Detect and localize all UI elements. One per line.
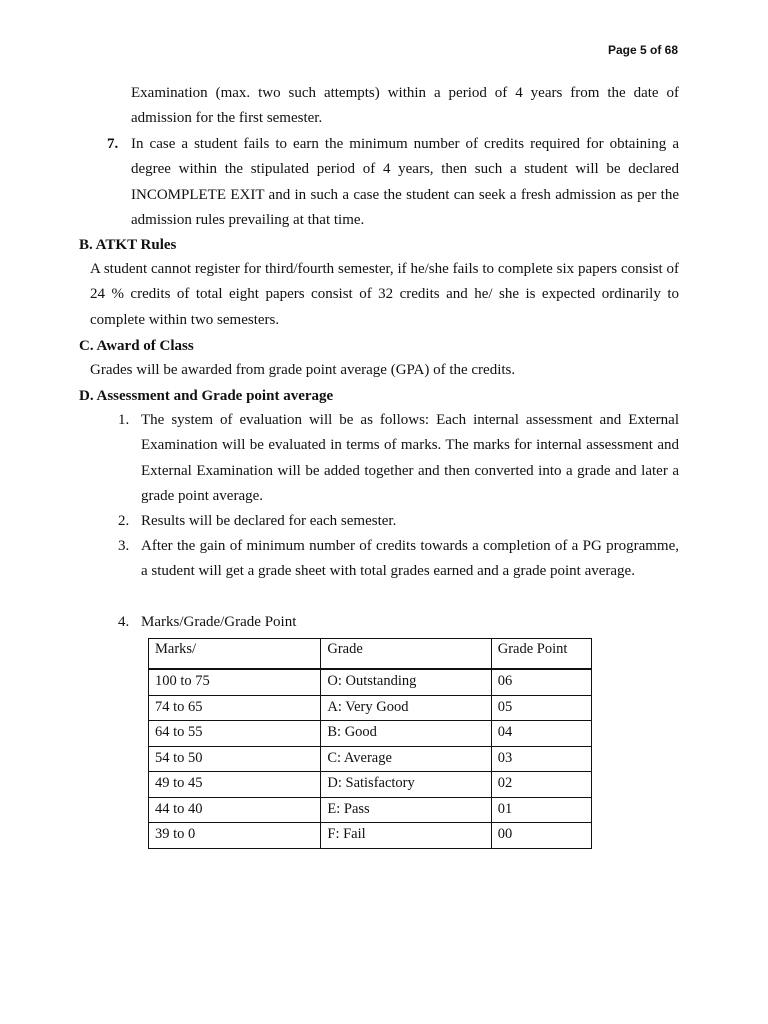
marks-cell: 100 to 75 <box>149 669 321 695</box>
marks-cell: 64 to 55 <box>149 721 321 747</box>
grade-point-cell: 01 <box>491 797 591 823</box>
grade-cell: A: Very Good <box>321 695 491 721</box>
table-row <box>149 669 592 695</box>
grade-table <box>148 638 592 849</box>
section-b-title: B. ATKT Rules <box>79 237 177 253</box>
grade-cell: C: Average <box>321 746 491 772</box>
grade-point-cell: 05 <box>491 695 591 721</box>
item-7-number: 7. <box>107 136 119 152</box>
item-7-text: In case a student fails to earn the minimum number of credits required for obtaining a degree within the stipulated period of 4 years, then such a student will be declared INCOMPLETE EXIT and in such a case the student can seek a fresh admission as per the admission rules prevailing at that time. <box>131 136 679 228</box>
table-row <box>149 772 592 798</box>
header-marks: Marks/ <box>149 639 321 670</box>
marks-cell: 39 to 0 <box>149 823 321 849</box>
section-d-title: D. Assessment and Grade point average <box>79 388 334 404</box>
item-2-number: 2. <box>118 513 130 529</box>
grade-point-cell: 03 <box>491 746 591 772</box>
table-row <box>149 823 592 849</box>
marks-cell: 54 to 50 <box>149 746 321 772</box>
header-grade-point: Grade Point <box>491 639 591 670</box>
grade-cell: O: Outstanding <box>321 669 491 695</box>
item-3-text: After the gain of minimum number of credits towards a completion of a PG programme, a student will get a grade sheet with total grades earned and a grade point average. <box>141 538 679 580</box>
grade-cell: B: Good <box>321 721 491 747</box>
table-row <box>149 797 592 823</box>
item-1-number: 1. <box>118 412 130 428</box>
header-grade: Grade <box>321 639 491 670</box>
item-4-number: 4. <box>118 614 130 630</box>
table-row <box>149 695 592 721</box>
grade-point-cell: 02 <box>491 772 591 798</box>
grade-table-header <box>149 639 592 670</box>
grade-point-cell: 00 <box>491 823 591 849</box>
section-a-continuation: Examination (max. two such attempts) within a period of 4 years from the date of admission for the first semester. <box>131 85 679 127</box>
section-c-title: C. Award of Class <box>79 338 194 354</box>
table-row <box>149 721 592 747</box>
grade-cell: F: Fail <box>321 823 491 849</box>
grade-cell: D: Satisfactory <box>321 772 491 798</box>
marks-cell: 44 to 40 <box>149 797 321 823</box>
table-row <box>149 746 592 772</box>
marks-cell: 74 to 65 <box>149 695 321 721</box>
item-2-text: Results will be declared for each semester. <box>141 513 397 529</box>
grade-point-cell: 06 <box>491 669 591 695</box>
marks-cell: 49 to 45 <box>149 772 321 798</box>
item-1-text: The system of evaluation will be as follows: Each internal assessment and External Examination will be evaluated in terms of marks. The marks for internal assessment and External Examination will be added together and then converted into a grade and later a grade point average. <box>141 412 679 504</box>
grade-point-cell: 04 <box>491 721 591 747</box>
item-4-text: Marks/Grade/Grade Point <box>141 614 297 630</box>
section-b-text: A student cannot register for third/fourth semester, if he/she fails to complete six papers consist of 24 % credits of total eight papers consist of 32 credits and he/ she is expected ordinarily to complete within two semesters. <box>90 261 679 328</box>
grade-cell: E: Pass <box>321 797 491 823</box>
page-number: Page 5 of 68 <box>607 43 678 57</box>
section-c-text: Grades will be awarded from grade point average (GPA) of the credits. <box>90 362 516 378</box>
item-3-number: 3. <box>118 538 130 554</box>
